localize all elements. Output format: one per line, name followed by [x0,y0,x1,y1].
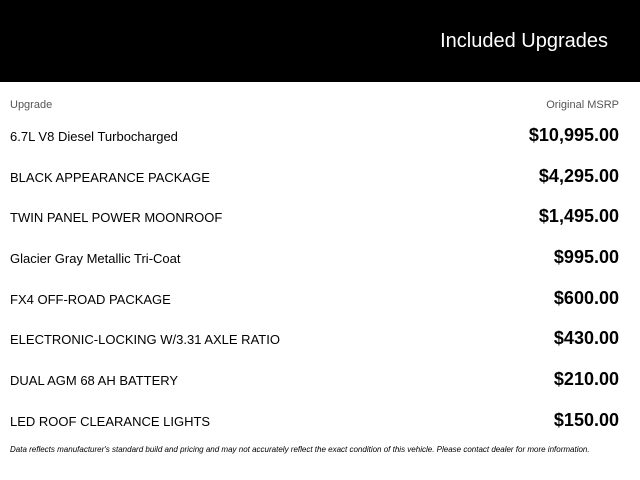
page-title: Included Upgrades [440,30,608,52]
upgrade-price: $210.00 [553,369,619,390]
upgrade-price: $150.00 [553,409,619,430]
column-header-upgrade: Upgrade [10,99,53,111]
upgrade-name: TWIN PANEL POWER MOONROOF [10,210,223,226]
upgrade-name: Glacier Gray Metallic Tri-Coat [10,251,181,267]
upgrade-row [0,359,640,400]
upgrade-row [0,278,640,319]
upgrade-price: $995.00 [553,247,619,268]
upgrade-name: 6.7L V8 Diesel Turbocharged [10,129,178,144]
upgrade-row [0,400,640,441]
header-bar [0,0,640,82]
upgrade-price: $4,295.00 [538,165,619,186]
upgrade-name: ELECTRONIC-LOCKING W/3.31 AXLE RATIO [10,332,280,348]
upgrade-name: DUAL AGM 68 AH BATTERY [10,373,179,389]
upgrade-price: $1,495.00 [538,206,619,227]
upgrade-price: $600.00 [553,287,619,308]
upgrade-row [0,196,640,237]
upgrade-row [0,115,640,156]
upgrade-name: BLACK APPEARANCE PACKAGE [10,169,210,185]
upgrade-row [0,156,640,197]
upgrade-row [0,237,640,278]
upgrade-name: LED ROOF CLEARANCE LIGHTS [10,413,211,429]
upgrade-price: $10,995.00 [528,125,619,145]
column-header-msrp: Original MSRP [546,99,619,111]
upgrades-list [0,115,640,441]
upgrade-price: $430.00 [553,328,619,349]
upgrade-name: FX4 OFF-ROAD PACKAGE [10,291,171,307]
disclaimer-text: Data reflects manufacturer's standard build and pricing and may not accurately reflect the exact condition of this vehicle. Please contact dealer for more information. [10,445,590,454]
upgrade-row [0,318,640,359]
